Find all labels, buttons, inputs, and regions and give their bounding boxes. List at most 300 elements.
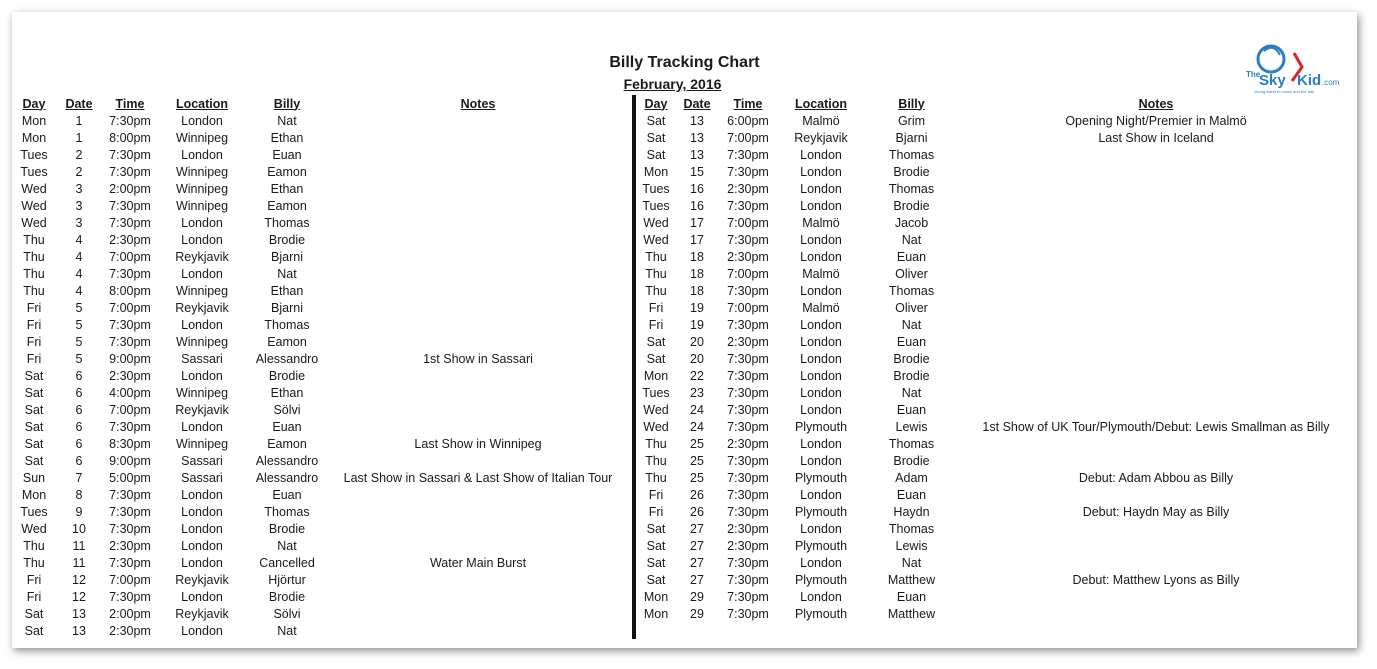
billy-cell: Thomas xyxy=(264,317,310,332)
subtitle-text: February, 2016 xyxy=(623,76,722,92)
table-row xyxy=(14,486,630,503)
billy-cell: Alessandro xyxy=(255,453,319,468)
time-cell: 7:30pm xyxy=(109,266,151,281)
header-location: Location xyxy=(175,96,229,111)
table-row xyxy=(14,588,630,605)
day-cell: Thu xyxy=(645,266,667,281)
location-cell: London xyxy=(181,538,223,553)
time-cell: 2:30pm xyxy=(109,232,151,247)
day-cell: Fri xyxy=(26,572,42,587)
table-row xyxy=(14,622,630,639)
table-row xyxy=(637,554,1354,571)
day-cell: Thu xyxy=(645,249,667,264)
time-cell: 7:30pm xyxy=(727,470,769,485)
time-cell: 7:00pm xyxy=(727,130,769,145)
billy-cell: Lewis xyxy=(895,419,928,434)
spreadsheet-page xyxy=(12,12,1357,648)
logo-globe xyxy=(1258,46,1284,72)
date-cell: 5 xyxy=(75,351,83,366)
date-cell: 18 xyxy=(690,249,704,264)
time-cell: 7:30pm xyxy=(109,215,151,230)
notes-cell xyxy=(326,265,630,282)
table-row xyxy=(14,163,630,180)
table-row xyxy=(14,401,630,418)
notes-cell xyxy=(326,112,630,129)
header-billy: Billy xyxy=(273,96,301,111)
notes-cell xyxy=(958,554,1354,571)
location-cell: London xyxy=(181,521,223,536)
table-row xyxy=(14,180,630,197)
time-cell: 2:30pm xyxy=(727,181,769,196)
table-row xyxy=(14,469,630,486)
table-row xyxy=(14,265,630,282)
table-row xyxy=(637,316,1354,333)
billy-cell: Lewis xyxy=(895,538,928,553)
location-cell: Reykjavik xyxy=(175,300,229,315)
date-cell: 17 xyxy=(690,232,704,247)
day-cell: Fri xyxy=(648,317,664,332)
day-cell: Fri xyxy=(26,334,42,349)
notes-cell xyxy=(958,486,1354,503)
location-cell: London xyxy=(800,436,842,451)
table-row xyxy=(637,486,1354,503)
day-cell: Mon xyxy=(643,164,669,179)
notes-cell xyxy=(958,367,1354,384)
table-row xyxy=(14,299,630,316)
billy-cell: Bjarni xyxy=(271,249,303,264)
notes-cell xyxy=(958,231,1354,248)
location-cell: London xyxy=(800,521,842,536)
time-cell: 7:30pm xyxy=(109,589,151,604)
time-cell: 9:00pm xyxy=(109,351,151,366)
time-cell: 7:30pm xyxy=(727,419,769,434)
time-cell: 8:00pm xyxy=(109,283,151,298)
billy-cell: Nat xyxy=(277,623,297,638)
billy-cell: Thomas xyxy=(888,181,935,196)
notes-cell xyxy=(326,197,630,214)
day-cell: Fri xyxy=(26,317,42,332)
table-row xyxy=(14,350,630,367)
location-cell: London xyxy=(181,215,223,230)
table-row xyxy=(14,537,630,554)
billy-cell: Sölvi xyxy=(273,402,301,417)
notes-cell xyxy=(958,333,1354,350)
time-cell: 7:30pm xyxy=(727,606,769,621)
schedule-table-left xyxy=(14,95,630,639)
location-cell: London xyxy=(800,181,842,196)
table-row xyxy=(14,503,630,520)
time-cell: 8:00pm xyxy=(109,130,151,145)
billy-cell: Nat xyxy=(277,113,297,128)
location-cell: London xyxy=(800,487,842,502)
day-cell: Thu xyxy=(645,453,667,468)
table-row xyxy=(637,537,1354,554)
table-row xyxy=(637,503,1354,520)
table-row xyxy=(14,384,630,401)
day-cell: Mon xyxy=(643,606,669,621)
date-cell: 18 xyxy=(690,283,704,298)
location-cell: Reykjavik xyxy=(175,402,229,417)
billy-cell: Eamon xyxy=(267,198,307,213)
notes-cell xyxy=(326,588,630,605)
table-row xyxy=(14,214,630,231)
billy-cell: Ethan xyxy=(270,130,304,145)
day-cell: Sun xyxy=(22,470,46,485)
day-cell: Mon xyxy=(21,487,47,502)
date-cell: 16 xyxy=(690,198,704,213)
date-cell: 25 xyxy=(690,470,704,485)
notes-cell xyxy=(326,129,630,146)
location-cell: Winnipeg xyxy=(175,181,229,196)
location-cell: Reykjavik xyxy=(175,572,229,587)
date-cell: 9 xyxy=(75,504,83,519)
day-cell: Sat xyxy=(24,623,44,638)
table-row xyxy=(14,435,630,452)
table-row xyxy=(637,265,1354,282)
day-cell: Sat xyxy=(646,538,666,553)
table-row xyxy=(14,452,630,469)
location-cell: London xyxy=(800,147,842,162)
day-cell: Thu xyxy=(23,283,45,298)
table-row xyxy=(14,316,630,333)
location-cell: Malmö xyxy=(802,300,840,315)
location-cell: London xyxy=(181,504,223,519)
date-cell: 23 xyxy=(690,385,704,400)
date-cell: 2 xyxy=(75,164,83,179)
location-cell: Plymouth xyxy=(794,606,848,621)
date-cell: 1 xyxy=(75,113,83,128)
location-cell: Reykjavik xyxy=(175,606,229,621)
notes-cell xyxy=(326,146,630,163)
table-row xyxy=(637,435,1354,452)
notes-cell xyxy=(958,520,1354,537)
billy-cell: Nat xyxy=(901,385,922,400)
day-cell: Fri xyxy=(26,589,42,604)
header-notes: Notes xyxy=(460,96,496,111)
billy-cell: Thomas xyxy=(264,504,310,519)
date-cell: 4 xyxy=(75,283,83,298)
date-cell: 15 xyxy=(690,164,704,179)
date-cell: 6 xyxy=(75,385,83,400)
day-cell: Tues xyxy=(20,147,48,162)
location-cell: London xyxy=(181,113,223,128)
header-row-right xyxy=(637,95,1354,112)
table-row xyxy=(637,384,1354,401)
location-cell: London xyxy=(800,164,842,179)
location-cell: London xyxy=(181,147,223,162)
day-cell: Sat xyxy=(24,419,44,434)
logo-the: The xyxy=(1246,70,1261,79)
notes-cell: Debut: Matthew Lyons as Billy xyxy=(1072,572,1240,587)
date-cell: 19 xyxy=(690,317,704,332)
location-cell: London xyxy=(181,555,223,570)
day-cell: Tues xyxy=(20,504,48,519)
location-cell: Malmö xyxy=(802,266,840,281)
table-row xyxy=(14,520,630,537)
time-cell: 2:30pm xyxy=(727,538,769,553)
table-row xyxy=(14,367,630,384)
notes-cell xyxy=(326,384,630,401)
column-divider xyxy=(632,95,636,639)
notes-cell xyxy=(958,265,1354,282)
location-cell: Winnipeg xyxy=(175,385,229,400)
date-cell: 20 xyxy=(690,351,704,366)
billy-cell: Thomas xyxy=(888,283,935,298)
date-cell: 4 xyxy=(75,232,83,247)
notes-cell: Last Show in Winnipeg xyxy=(414,436,542,451)
time-cell: 7:00pm xyxy=(109,249,151,264)
location-cell: Sassari xyxy=(181,470,223,485)
notes-cell xyxy=(326,282,630,299)
date-cell: 18 xyxy=(690,266,704,281)
billy-cell: Eamon xyxy=(267,436,307,451)
location-cell: London xyxy=(181,623,223,638)
notes-cell xyxy=(958,163,1354,180)
location-cell: London xyxy=(181,368,223,383)
date-cell: 1 xyxy=(75,130,83,145)
billy-cell: Cancelled xyxy=(259,555,315,570)
date-cell: 27 xyxy=(690,555,704,570)
billy-cell: Brodie xyxy=(893,351,930,366)
notes-cell xyxy=(326,571,630,588)
location-cell: London xyxy=(800,232,842,247)
date-cell: 26 xyxy=(690,487,704,502)
date-cell: 13 xyxy=(690,147,704,162)
table-row xyxy=(14,112,630,129)
date-cell: 25 xyxy=(690,453,704,468)
time-cell: 7:00pm xyxy=(109,402,151,417)
billy-cell: Nat xyxy=(277,538,297,553)
table-row xyxy=(14,571,630,588)
notes-cell xyxy=(958,282,1354,299)
date-cell: 8 xyxy=(75,487,83,502)
date-cell: 24 xyxy=(690,419,704,434)
billy-cell: Ethan xyxy=(270,181,304,196)
date-cell: 27 xyxy=(690,572,704,587)
time-cell: 5:00pm xyxy=(109,470,151,485)
notes-cell xyxy=(958,146,1354,163)
header-day: Day xyxy=(22,96,46,111)
billy-cell: Grim xyxy=(897,113,926,128)
billy-cell: Haydn xyxy=(893,504,930,519)
date-cell: 27 xyxy=(690,521,704,536)
billy-cell: Euan xyxy=(272,147,302,162)
notes-cell xyxy=(326,520,630,537)
chart-subtitle xyxy=(0,76,1345,92)
location-cell: London xyxy=(800,555,842,570)
header-location: Location xyxy=(794,96,848,111)
location-cell: Reykjavik xyxy=(175,249,229,264)
table-row xyxy=(637,231,1354,248)
notes-cell xyxy=(958,605,1354,622)
location-cell: Winnipeg xyxy=(175,198,229,213)
time-cell: 7:30pm xyxy=(727,283,769,298)
day-cell: Fri xyxy=(26,351,42,366)
notes-cell xyxy=(326,367,630,384)
billy-cell: Euan xyxy=(896,589,927,604)
time-cell: 7:30pm xyxy=(109,334,151,349)
day-cell: Sat xyxy=(24,368,44,383)
chart-title: Billy Tracking Chart xyxy=(609,54,760,71)
location-cell: Winnipeg xyxy=(175,130,229,145)
time-cell: 7:30pm xyxy=(109,317,151,332)
day-cell: Thu xyxy=(23,266,45,281)
date-cell: 19 xyxy=(690,300,704,315)
time-cell: 2:30pm xyxy=(727,436,769,451)
day-cell: Thu xyxy=(645,436,667,451)
table-row xyxy=(637,214,1354,231)
date-cell: 5 xyxy=(75,317,83,332)
day-cell: Fri xyxy=(26,300,42,315)
day-cell: Sat xyxy=(24,606,44,621)
date-cell: 12 xyxy=(72,572,86,587)
date-cell: 13 xyxy=(72,606,86,621)
notes-cell xyxy=(326,163,630,180)
date-cell: 4 xyxy=(75,266,83,281)
location-cell: London xyxy=(800,402,842,417)
notes-cell: 1st Show of UK Tour/Plymouth/Debut: Lewis Smallman as Billy xyxy=(982,419,1330,434)
date-cell: 5 xyxy=(75,300,83,315)
date-cell: 13 xyxy=(690,113,704,128)
date-cell: 12 xyxy=(72,589,86,604)
notes-cell xyxy=(326,452,630,469)
time-cell: 7:00pm xyxy=(109,572,151,587)
time-cell: 2:30pm xyxy=(109,538,151,553)
notes-cell xyxy=(958,180,1354,197)
table-row xyxy=(14,197,630,214)
table-row xyxy=(637,418,1354,435)
billy-cell: Thomas xyxy=(888,436,935,451)
day-cell: Wed xyxy=(643,419,669,434)
day-cell: Sat xyxy=(24,453,44,468)
notes-cell xyxy=(958,248,1354,265)
billy-cell: Thomas xyxy=(264,215,310,230)
time-cell: 7:30pm xyxy=(727,402,769,417)
table-row xyxy=(14,554,630,571)
billy-cell: Euan xyxy=(896,249,927,264)
table-row xyxy=(637,333,1354,350)
date-cell: 26 xyxy=(690,504,704,519)
time-cell: 2:30pm xyxy=(109,368,151,383)
billy-cell: Eamon xyxy=(267,334,307,349)
table-row xyxy=(14,333,630,350)
table-row xyxy=(14,146,630,163)
notes-cell xyxy=(326,622,630,639)
billy-cell: Euan xyxy=(272,487,302,502)
time-cell: 2:00pm xyxy=(109,181,151,196)
day-cell: Wed xyxy=(643,215,669,230)
table-row xyxy=(14,248,630,265)
billy-cell: Euan xyxy=(272,419,302,434)
notes-cell xyxy=(958,214,1354,231)
time-cell: 7:30pm xyxy=(727,351,769,366)
table-row xyxy=(637,129,1354,146)
date-cell: 5 xyxy=(75,334,83,349)
date-cell: 17 xyxy=(690,215,704,230)
date-cell: 22 xyxy=(690,368,704,383)
time-cell: 6:00pm xyxy=(727,113,769,128)
location-cell: Plymouth xyxy=(794,470,848,485)
date-cell: 27 xyxy=(690,538,704,553)
notes-cell xyxy=(326,537,630,554)
table-row xyxy=(637,469,1354,486)
notes-cell xyxy=(958,384,1354,401)
day-cell: Sat xyxy=(646,147,666,162)
location-cell: London xyxy=(181,419,223,434)
billy-cell: Euan xyxy=(896,402,927,417)
billy-cell: Alessandro xyxy=(255,470,319,485)
time-cell: 7:30pm xyxy=(727,385,769,400)
time-cell: 7:30pm xyxy=(109,521,151,536)
day-cell: Wed xyxy=(21,521,47,536)
time-cell: 7:30pm xyxy=(109,504,151,519)
time-cell: 7:30pm xyxy=(727,147,769,162)
notes-cell xyxy=(326,503,630,520)
day-cell: Wed xyxy=(643,232,669,247)
time-cell: 2:30pm xyxy=(727,249,769,264)
header-date: Date xyxy=(683,96,711,111)
time-cell: 7:30pm xyxy=(727,504,769,519)
table-row xyxy=(637,163,1354,180)
table-row xyxy=(14,282,630,299)
date-cell: 6 xyxy=(75,419,83,434)
notes-cell: Debut: Haydn May as Billy xyxy=(1082,504,1230,519)
day-cell: Wed xyxy=(643,402,669,417)
billy-cell: Nat xyxy=(277,266,297,281)
notes-cell: Last Show in Sassari & Last Show of Italian Tour xyxy=(343,470,613,485)
billy-cell: Ethan xyxy=(270,283,304,298)
logo-com: .com xyxy=(1322,78,1340,87)
billy-cell: Brodie xyxy=(893,368,930,383)
location-cell: London xyxy=(181,317,223,332)
location-cell: Plymouth xyxy=(794,538,848,553)
location-cell: London xyxy=(800,317,842,332)
day-cell: Thu xyxy=(23,249,45,264)
location-cell: Winnipeg xyxy=(175,283,229,298)
billy-cell: Ethan xyxy=(270,385,304,400)
billy-cell: Brodie xyxy=(893,164,930,179)
date-cell: 11 xyxy=(72,538,86,553)
location-cell: London xyxy=(800,453,842,468)
location-cell: London xyxy=(800,198,842,213)
time-cell: 2:30pm xyxy=(727,334,769,349)
location-cell: London xyxy=(800,334,842,349)
notes-cell xyxy=(958,350,1354,367)
date-cell: 2 xyxy=(75,147,83,162)
time-cell: 7:30pm xyxy=(109,147,151,162)
day-cell: Sat xyxy=(646,130,666,145)
notes-cell xyxy=(326,605,630,622)
billy-cell: Brodie xyxy=(268,368,306,383)
day-cell: Mon xyxy=(643,589,669,604)
location-cell: Sassari xyxy=(181,453,223,468)
day-cell: Mon xyxy=(643,368,669,383)
notes-cell xyxy=(326,333,630,350)
time-cell: 7:30pm xyxy=(727,453,769,468)
notes-cell xyxy=(958,588,1354,605)
billy-cell: Matthew xyxy=(887,572,936,587)
day-cell: Wed xyxy=(21,181,47,196)
time-cell: 7:00pm xyxy=(109,300,151,315)
notes-cell xyxy=(326,299,630,316)
location-cell: Reykjavik xyxy=(794,130,848,145)
date-cell: 24 xyxy=(690,402,704,417)
table-row xyxy=(14,418,630,435)
location-cell: Winnipeg xyxy=(175,436,229,451)
billy-cell: Thomas xyxy=(888,521,935,536)
location-cell: London xyxy=(181,266,223,281)
location-cell: London xyxy=(800,385,842,400)
